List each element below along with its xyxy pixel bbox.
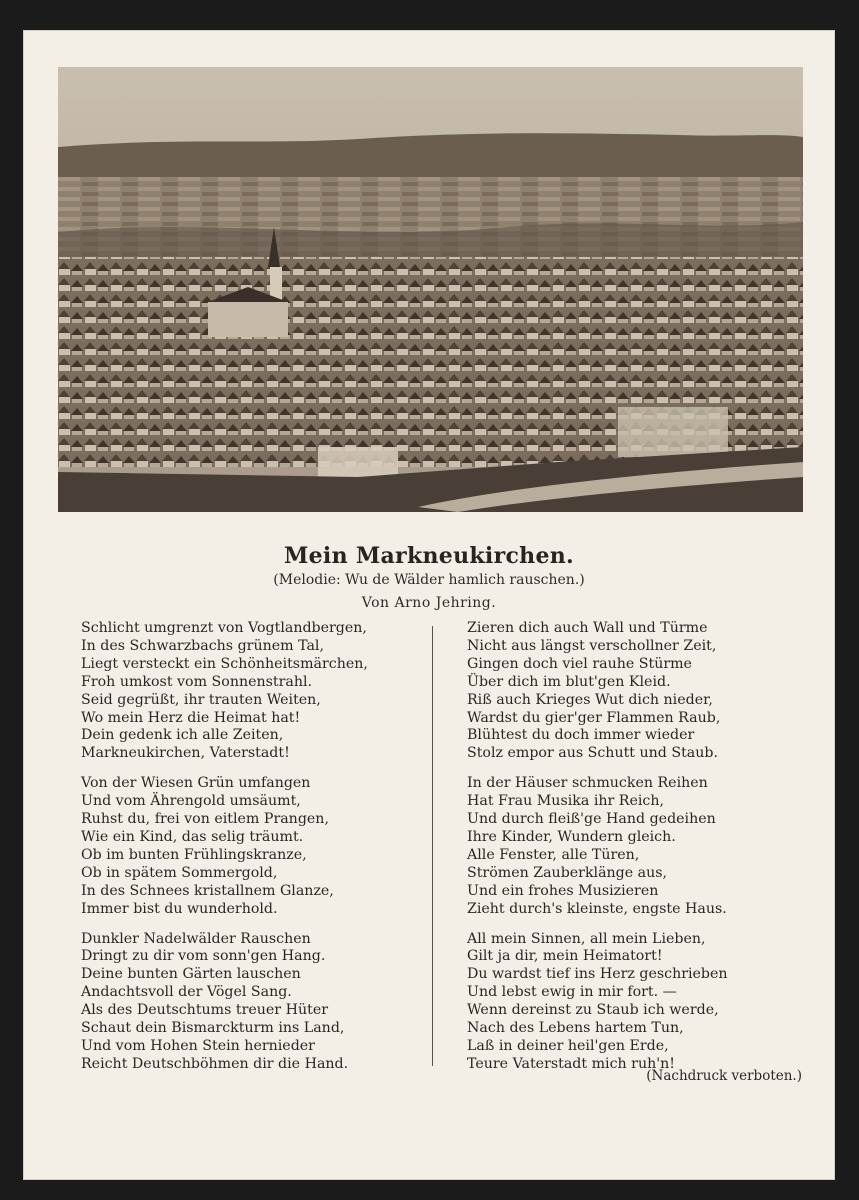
poem-title: Mein Markneukirchen. (283, 543, 575, 569)
poem-line: Als des Deutschtums treuer Hüter (81, 1002, 328, 1019)
poem-line: Liegt versteckt ein Schönheitsmärchen, (81, 655, 368, 672)
poem-line: Ruhst du, frei von eitlem Prangen, (81, 811, 329, 828)
column-divider (432, 626, 433, 1066)
poem-line: Andachtsvoll der Vögel Sang. (81, 984, 292, 1001)
poem-line: Nach des Lebens hartem Tun, (467, 1020, 684, 1037)
poem-line: Wardst du gier'ger Flammen Raub, (467, 709, 721, 726)
copyright-note: (Nachdruck verboten.) (646, 1068, 802, 1084)
poem-line: Dein gedenk ich alle Zeiten, (81, 727, 284, 744)
stanza (81, 931, 426, 1074)
poem-line: Riß auch Krieges Wut dich nieder, (467, 691, 713, 708)
stanza (81, 620, 426, 763)
poem-line: Seid gegrüßt, ihr trauten Weiten, (81, 691, 321, 708)
poem-line: Wenn dereinst zu Staub ich werde, (467, 1002, 719, 1019)
poem-line: Und durch fleiß'ge Hand gedeihen (467, 811, 716, 828)
poem-line: Zieht durch's kleinste, engste Haus. (467, 900, 727, 917)
poem-line: Immer bist du wunderhold. (81, 900, 278, 917)
poem-line: Wie ein Kind, das selig träumt. (81, 828, 304, 845)
poem-line: Schlicht umgrenzt von Vogtlandbergen, (81, 620, 367, 636)
poem-line: Von der Wiesen Grün umfangen (81, 775, 311, 792)
poem-line: In der Häuser schmucken Reihen (467, 775, 708, 792)
stanza (467, 620, 812, 763)
poem-line: Gilt ja dir, mein Heimatort! (467, 948, 663, 965)
poem-line: Deine bunten Gärten lauschen (81, 966, 301, 983)
poem-line: Über dich im blut'gen Kleid. (467, 673, 671, 690)
poem-line: Reicht Deutschböhmen dir die Hand. (81, 1055, 349, 1072)
poem-line: Gingen doch viel rauhe Stürme (467, 655, 692, 672)
melody-note: (Melodie: Wu de Wälder hamlich rauschen.) (273, 572, 585, 588)
poem-line: Hat Frau Musika ihr Reich, (467, 793, 664, 810)
postcard (23, 30, 835, 1180)
poem-line: Stolz empor aus Schutt und Staub. (467, 745, 718, 762)
poem-line: Ihre Kinder, Wundern gleich. (467, 828, 676, 845)
poem-line: Teure Vaterstadt mich ruh'n! (467, 1055, 675, 1072)
poem-line: Alle Fenster, alle Türen, (467, 846, 640, 863)
poem-line: Blühtest du doch immer wieder (467, 727, 695, 744)
poem-line: Ob in spätem Sommergold, (81, 864, 278, 881)
author-line: Von Arno Jehring. (361, 595, 497, 611)
poem-line: In des Schnees kristallnem Glanze, (81, 882, 334, 899)
town-panorama-illustration (58, 67, 803, 512)
poem-left-column (81, 620, 426, 1086)
poem-line: Laß in deiner heil'gen Erde, (467, 1037, 669, 1054)
poem-line: Markneukirchen, Vaterstadt! (81, 745, 290, 762)
poem-line: Ob im bunten Frühlingskranze, (81, 846, 307, 863)
poem-line: Und vom Hohen Stein hernieder (81, 1037, 315, 1054)
stanza (467, 931, 812, 1074)
poem-line: In des Schwarzbachs grünem Tal, (81, 637, 324, 654)
poem-line: Dunkler Nadelwälder Rauschen (81, 930, 311, 947)
poem-right-column (467, 620, 812, 1086)
poem-line: Und lebst ewig in mir fort. — (467, 984, 677, 1001)
town-panorama-photo (58, 67, 803, 512)
stanza (81, 775, 426, 918)
poem-line: Und ein frohes Musizieren (467, 882, 659, 899)
poem-line: Dringt zu dir vom sonn'gen Hang. (81, 948, 326, 965)
stanza (467, 775, 812, 918)
poem-line: Strömen Zauberklänge aus, (467, 864, 668, 881)
poem-line: Zieren dich auch Wall und Türme (467, 620, 708, 636)
poem-line: Wo mein Herz die Heimat hat! (81, 709, 301, 726)
poem-line: Nicht aus längst verschollner Zeit, (467, 637, 717, 654)
poem-line: All mein Sinnen, all mein Lieben, (467, 930, 706, 947)
poem-line: Du wardst tief ins Herz geschrieben (467, 966, 728, 983)
poem-line: Froh umkost vom Sonnenstrahl. (81, 673, 313, 690)
poem-line: Und vom Ährengold umsäumt, (81, 793, 301, 810)
poem-line: Schaut dein Bismarckturm ins Land, (81, 1020, 345, 1037)
